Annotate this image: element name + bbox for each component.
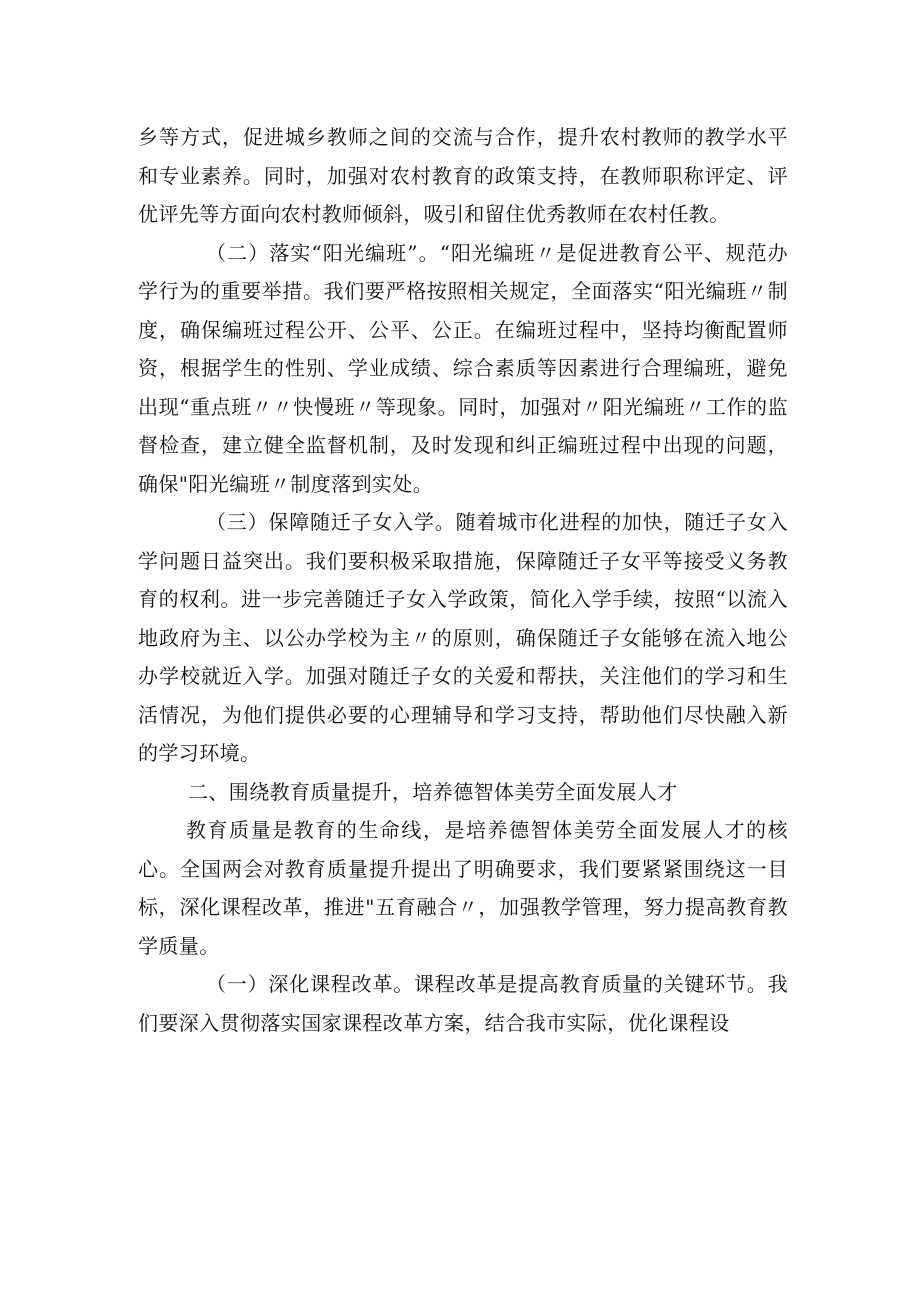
section-heading: 二、围绕教育质量提升，培养德智体美劳全面发展人才 [188, 779, 678, 804]
document-body [138, 118, 788, 1042]
paragraph-education-quality: 教育质量是教育的生命线，是培养德智体美劳全面发展人才的核心。全国两会对教育质量提升提出了明确要求，我们要紧紧围绕这一目标，深化课程改革，推进"五育融合〃，加强教学管理，努力提高教育教学质量。 [138, 818, 788, 958]
paragraph-sunshine-class: （二）落实“阳光编班”。“阳光编班〃是促进教育公平、规范办学行为的重要举措。我们要严格按照相关规定，全面落实“阳光编班〃制度，确保编班过程公开、公平、公正。在编班过程中，坚持均衡配置师资，根据学生的性别、学业成绩、综合素质等因素进行合理编班，避免出现“重点班〃〃快慢班〃等现象。同时，加强对〃阳光编班〃工作的监督检查，建立健全监督机制，及时发现和纠正编班过程中出现的问题，确保"阳光编班〃制度落到实处。 [138, 240, 788, 496]
paragraph-continuation: 乡等方式，促进城乡教师之间的交流与合作，提升农村教师的教学水平和专业素养。同时，加强对农村教育的政策支持，在教师职称评定、评优评先等方面向农村教师倾斜，吸引和留住优秀教师在农村任教。 [138, 125, 788, 226]
paragraph-curriculum-reform: （一）深化课程改革。课程改革是提高教育质量的关键环节。我们要深入贯彻落实国家课程改革方案，结合我市实际，优化课程设 [138, 972, 788, 1035]
paragraph-migrant-children: （三）保障随迁子女入学。随着城市化进程的加快，随迁子女入学问题日益突出。我们要积极采取措施，保障随迁子女平等接受义务教育的权利。进一步完善随迁子女入学政策，简化入学手续，按照“以流入地政府为主、以公办学校为主〃的原则，确保随迁子女能够在流入地公办学校就近入学。加强对随迁子女的关爱和帮扶，关注他们的学习和生活情况，为他们提供必要的心理辅导和学习支持，帮助他们尽快融入新的学习环境。 [138, 510, 788, 765]
